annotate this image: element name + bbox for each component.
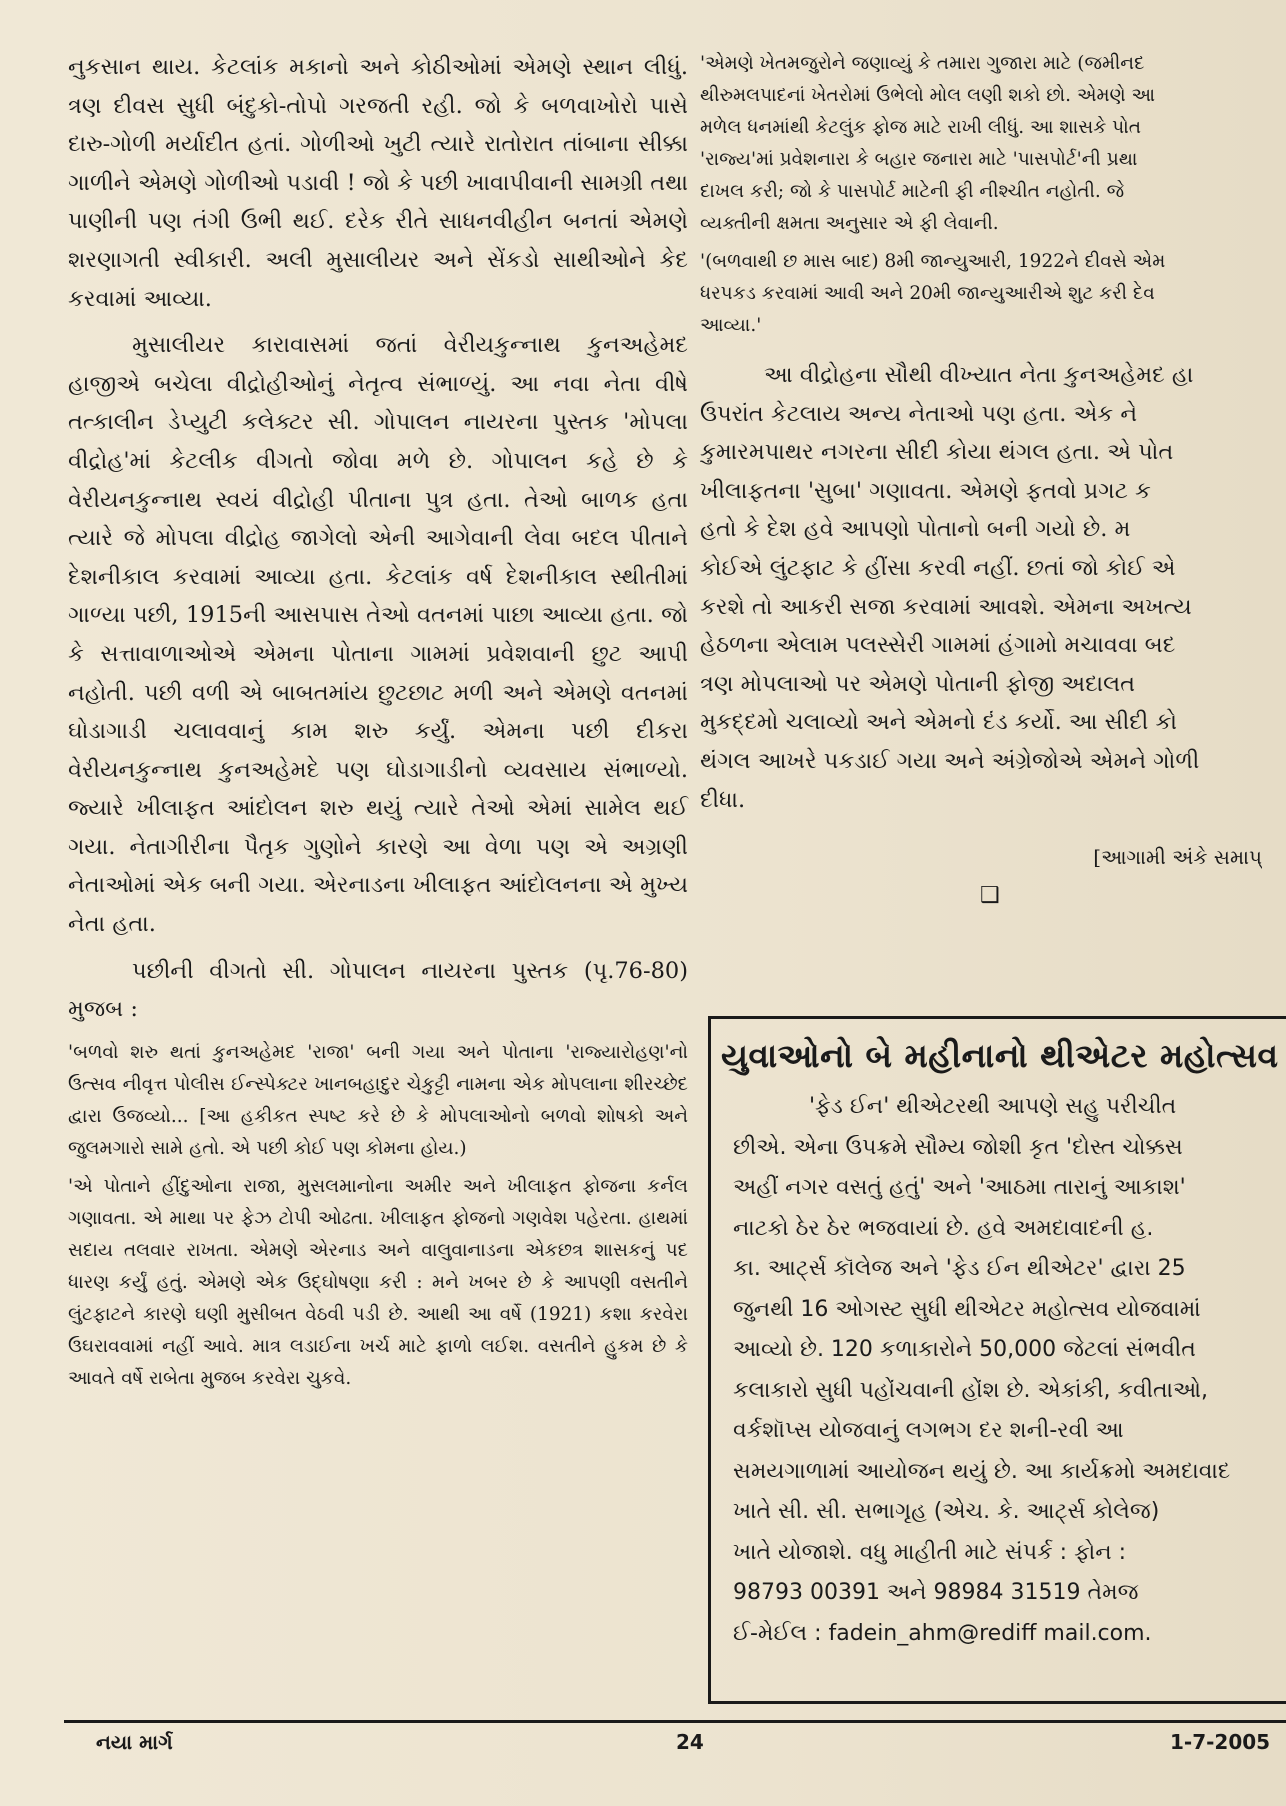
text-line: ત્રણ મોપલાઓ પર એમણે પોતાની ફોજી અદાલત [700,670,1136,697]
text-line: વ્યક્તીની ક્ષમતા અનુસાર એ ફી લેવાની. [700,213,999,234]
text-line: અહીં નગર વસતું હતું' અને 'આઠમા તારાનું આકાશ' [733,1175,1186,1200]
text-line: સમયગાળામાં આયોજન થયું છે. આ કાર્યક્રમો અમદાવાદ [733,1458,1231,1484]
text-line: કલાકારો સુધી પહોંચવાની હોંશ છે. એકાંકી, કવીતાઓ, [733,1377,1208,1403]
left-column [68,48,688,1401]
text-line: કુમારમપાથર નગરના સીદી કોયા થંગલ હતા. એ પોત [700,439,1174,466]
end-mark: ❑ [980,883,1000,909]
text-line: આ વીદ્રોહના સૌથી વીખ્યાત નેતા કુનઅહેમદ હા [764,362,1194,388]
text-line: 'એમણે ખેતમજુરોને જણાવ્યું કે તમારા ગુજારા માટે (જમીનદ [700,53,1145,74]
text-line: મુકદ્દમો ચલાવ્યો અને એમનો દંડ કર્યો. આ સીદી કો [700,709,1177,736]
text-line: મળેલ ધનમાંથી કેટલુંક ફોજ માટે રાખી લીધું. આ શાસકે પોત [700,117,1142,138]
text-line: થંગલ આખરે પકડાઈ ગયા અને અંગ્રેજોએ એમને ગોળી [700,747,1200,774]
article-paragraph: પછીની વીગતો સી. ગોપાલન નાયરના પુસ્તક (પૃ.76-80) મુજબ : [68,957,688,1023]
text-line: ધરપકડ કરવામાં આવી અને 20મી જાન્યુઆરીએ શુટ કરી દેવ [700,283,1155,304]
text-line: ખીલાફતના 'સુબા' ગણાવતા. એમણે ફતવો પ્રગટ ક [700,477,1151,504]
continued-note: [આગામી અંકે સમાપ્ [1093,845,1262,870]
quoted-paragraph: 'બળવો શરુ થતાં કુનઅહેમદ 'રાજા' બની ગયા અને પોતાના 'રાજ્યારોહણ'નો ઉત્સવ નીવૃત્ત પોલીસ ઈન્સ્પેક્ટર ખાનબહાદુર ચેકુટ્ટી નામના એક મોપલાના શીરચ્છેદ દ્વારા ઉજવ્યો... [આ હકીકત સ્પષ્ટ કરે છે કે મોપલાઓનો બળવો શોષકો અને જુલમગારો સામે હતો. એ પછી કોઈ પણ કોમના હોય.) [68,1041,688,1159]
text-line: હેઠળના એલામ પલસ્સેરી ગામમાં હંગામો મચાવવા બદ [700,632,1176,659]
email-line: ઈ-મેઈલ : fadein_ahm@rediff mail.com. [733,1620,1152,1646]
text-line: ખાતે સી. સી. સભાગૃહ (એચ. કે. આર્ટ્સ કોલેજ) [733,1499,1160,1524]
text-line: '(બળવાથી છ માસ બાદ) 8મી જાન્યુઆરી, 1922ને દીવસે એમ [700,251,1166,272]
text-line: નાટકો ઠેર ઠેર ભજવાયાં છે. હવે અમદાવાદની હ. [733,1215,1154,1241]
issue-date: 1-7-2005 [1170,1730,1271,1754]
text-line: ખાતે યોજાશે. વધુ માહીતી માટે સંપર્ક : ફોન : [733,1539,1127,1565]
article-paragraph [700,356,1262,819]
text-line: આવ્યા.' [700,315,762,336]
text-line: વર્કશૉપ્સ યોજવાનું લગભગ દર શની-રવી આ [733,1418,1124,1443]
announcement-body [711,1079,1286,1654]
text-line: કોઈએ લુંટફાટ કે હીંસા કરવી નહીં. છતાં જો કોઈ એ [700,554,1176,581]
text-line: કરશે તો આકરી સજા કરવામાં આવશે. એમના અખત્ય [700,593,1192,620]
text-line: દીધા. [700,786,746,813]
text-line: છીએ. એના ઉપક્રમે સૌમ્ય જોશી કૃત 'દોસ્ત ચોક્કસ [733,1134,1183,1160]
quoted-paragraph [700,246,1262,342]
text-line: દાખલ કરી; જો કે પાસપોર્ટ માટેની ફી નીશ્ચીત નહોતી. જે [700,181,1125,202]
announcement-title: યુવાઓનો બે મહીનાનો થીએટર મહોત્સવ [721,1036,1279,1075]
quoted-paragraph: 'એ પોતાને હીંદુઓના રાજા, મુસલમાનોના અમીર અને ખીલાફત ફોજના કર્નલ ગણાવતા. એ માથા પર ફેઝ ટોપી ઓઢતા. ખીલાફત ફોજનો ગણવેશ પહેરતા. હાથમાં સદાય તલવાર રાખતા. એમણે એરનાડ અને વાલુવાનાડના એકછત્ર શાસકનું પદ ધારણ કર્યું હતું. એમણે એક ઉદ્ઘોષણા કરી : મને ખબર છે કે આપણી વસતીને લુંટફાટને કારણે ઘણી મુસીબત વેઠવી પડી છે. આથી આ વર્ષે (1921) કશા કરવેરા ઉઘરાવવામાં નહીં આવે. માત્ર લડાઈના ખર્ચ માટે ફાળો લઈશ. વસતીને હુકમ છે કે આવતે વર્ષે રાબેતા મુજબ કરવેરા ચુકવે. [68,1175,688,1389]
text-line: કા. આર્ટ્સ કૉલેજ અને 'ફેડ ઈન થીએટર' દ્વારા 25 [733,1256,1186,1281]
text-line: 'રાજ્ય'માં પ્રવેશનારા કે બહાર જનારા માટે 'પાસપોર્ટ'ની પ્રથા [700,149,1138,170]
magazine-name: નયા માર્ગ [96,1730,173,1754]
text-line: જુનથી 16 ઓગસ્ટ સુધી થીએટર મહોત્સવ યોજવામાં [733,1296,1201,1322]
text-line: હતો કે દેશ હવે આપણો પોતાનો બની ગયો છે. મ [700,516,1131,543]
text-line: ઉપરાંત કેટલાય અન્ય નેતાઓ પણ હતા. એક ને [700,400,1138,427]
text-line: 98793 00391 અને 98984 31519 તેમજ [733,1580,1139,1605]
text-line: 'ફેડ ઈન' થીએટરથી આપણે સહુ પરીચીત [809,1094,1177,1119]
announcement-box [708,1016,1286,1704]
article-paragraph: નુકસાન થાય. કેટલાંક મકાનો અને કોઠીઓમાં એમણે સ્થાન લીધું. ત્રણ દીવસ સુધી બંદુકો-તોપો ગરજતી રહી. જો કે બળવાખોરો પાસે દારુ-ગોળી મર્યાદીત હતાં. ગોળીઓ ખુટી ત્યારે રાતોરાત તાંબાના સીક્કા ગાળીને એમણે ગોળીઓ પડાવી ! જો કે પછી ખાવાપીવાની સામગ્રી તથા પાણીની પણ તંગી ઉભી થઈ. દરેક રીતે સાધનવીહીન બનતાં એમણે શરણાગતી સ્વીકારી. અલી મુસાલીયર અને સેંકડો સાથીઓને કેદ કરવામાં આવ્યા. [68,54,688,312]
text-line: આવ્યો છે. 120 કળાકારોને 50,000 જેટલાં સંભવીત [733,1337,1196,1362]
footer-divider [64,1720,1286,1723]
text-line: થીરુમલપાદનાં ખેતરોમાં ઉભેલો મોલ લણી શકો છો. એમણે આ [700,85,1156,106]
quoted-paragraph [700,48,1262,240]
right-column [700,48,1262,908]
article-paragraph: મુસાલીયર કારાવાસમાં જતાં વેરીયકુન્નાથ કુનઅહેમદ હાજીએ બચેલા વીદ્રોહીઓનું નેતૃત્વ સંભાળ્યું. આ નવા નેતા વીષે તત્કાલીન ડેપ્યુટી કલેક્ટર સી. ગોપાલન નાયરના પુસ્તક 'મોપલા વીદ્રોહ'માં કેટલીક વીગતો જોવા મળે છે. ગોપાલન કહે છે કે વેરીયનકુન્નાથ સ્વયં વીદ્રોહી પીતાના પુત્ર હતા. તેઓ બાળક હતા ત્યારે જે મોપલા વીદ્રોહ જાગેલો એની આગેવાની લેવા બદલ પીતાને દેશનીકાલ કરવામાં આવ્યા હતા. કેટલાંક વર્ષ દેશનીકાલ સ્થીતીમાં ગાળ્યા પછી, 1915ની આસપાસ તેઓ વતનમાં પાછા આવ્યા હતા. જો કે સત્તાવાળાઓએ એમના પોતાના ગામમાં પ્રવેશવાની છુટ આપી નહોતી. પછી વળી એ બાબતમાંય છુટછાટ મળી અને એમણે વતનમાં ઘોડાગાડી ચલાવવાનું કામ શરુ કર્યું. એમના પછી દીકરા વેરીયનકુન્નાથ કુનઅહેમદે પણ ઘોડાગાડીનો વ્યવસાય સંભાળ્યો. જ્યારે ખીલાફત આંદોલન શરુ થયું ત્યારે તેઓ એમાં સામેલ થઈ ગયા. નેતાગીરીના પૈતૃક ગુણોને કારણે આ વેળા પણ એ અગ્રણી નેતાઓમાં એક બની ગયા. એરનાડના ખીલાફત આંદોલનના એ મુખ્ય નેતા હતા. [68,332,688,938]
page-number: 24 [676,1730,704,1754]
